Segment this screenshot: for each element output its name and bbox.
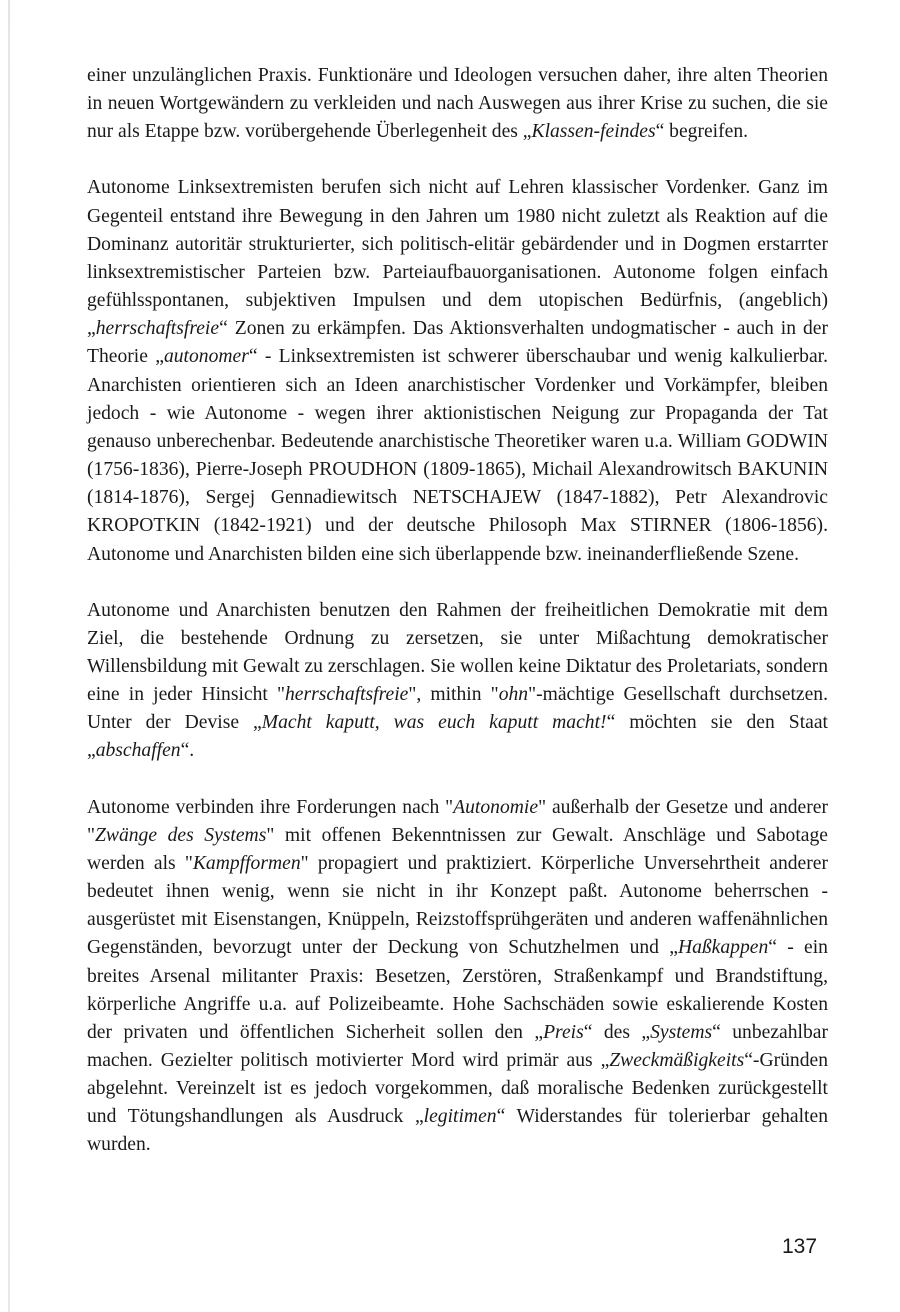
text-run: “ unbezahlbar machen. Gezielter politisch motivierter Mord wird primär aus „ xyxy=(87,1021,828,1071)
text-run: " propagiert und praktiziert. Körperliche Unversehrtheit anderer bedeutet ihnen wenig, wenn sie nicht in ihr Konzept paßt. Autonome beherrschen - ausgerüstet mit Eisenstangen, Knüppeln, Reizstoffsprühgeräten und anderen waffenähnlichen Gegenständen, bevorzugt unter der Deckung von Schutzhelmen und „ xyxy=(87,852,828,959)
text-run: “ möchten sie den Staat „ xyxy=(87,712,828,762)
italic-term: herrschaftsfreie xyxy=(95,318,220,340)
italic-term: Systems xyxy=(650,1021,713,1043)
text-run: " mit offenen Bekenntnissen zur Gewalt. Anschläge und Sabotage werden als " xyxy=(87,824,828,874)
italic-term: ohn xyxy=(498,684,529,706)
text-run: “ des „ xyxy=(583,1021,651,1043)
text-run: “-Gründen abgelehnt. Vereinzelt ist es jedoch vorgekommen, daß moralische Bedenken zurückgestellt und Tötungshandlungen als Ausdruck „ xyxy=(87,1050,828,1128)
italic-term: legitimen xyxy=(423,1106,497,1128)
text-run: ", mithin " xyxy=(408,684,499,706)
italic-term: Macht kaputt, was euch kaputt macht! xyxy=(261,712,607,734)
italic-term: herrschaftsfreie xyxy=(284,684,409,706)
body-text xyxy=(87,62,828,1160)
italic-term: Kampfformen xyxy=(192,852,301,874)
italic-term: Preis xyxy=(543,1021,584,1043)
text-run: Autonome und Anarchisten benutzen den Rahmen der freiheitlichen Demokratie mit dem Ziel, die bestehende Ordnung zu zersetzen, sie unter Mißachtung demokratischer Willensbildung mit Gewalt zu zerschlagen. Sie wollen keine Diktatur des Proletariats, sondern eine in jeder Hinsicht " xyxy=(87,599,828,706)
text-run: “. xyxy=(180,740,195,762)
scan-edge-shadow xyxy=(8,0,10,1312)
text-run: Autonome verbinden ihre Forderungen nach " xyxy=(87,796,454,818)
text-run: “ begreifen. xyxy=(655,121,749,143)
italic-term: Zwänge des Systems xyxy=(95,824,267,846)
paragraph-4 xyxy=(87,794,828,1160)
paragraph-1 xyxy=(87,62,828,146)
text-run: “ Widerstandes für tolerierbar gehalten wurden. xyxy=(87,1106,828,1156)
italic-term: Zweckmäßigkeits xyxy=(609,1050,745,1071)
italic-term: abschaffen xyxy=(95,740,181,762)
text-run: “ Zonen zu erkämpfen. Das Aktionsverhalten undogmatischer - auch in der Theorie „ xyxy=(87,318,828,368)
text-run: einer unzulänglichen Praxis. Funktionäre und Ideologen versuchen daher, ihre alten Theorien in neuen Wortgewändern zu verkleiden und nach Auswegen aus ihrer Krise zu suchen, die sie nur als Etappe bzw. vorübergehende Überlegenheit des „ xyxy=(87,65,828,143)
paragraph-3 xyxy=(87,597,828,766)
text-run: "-mächtige Gesellschaft durchsetzen. Unter der Devise „ xyxy=(87,684,828,734)
text-run: " außerhalb der Gesetze und anderer " xyxy=(87,796,828,846)
text-run: “ - ein breites Arsenal militanter Praxis: Besetzen, Zerstören, Straßenkampf und Brandstiftung, körperliche Angriffe u.a. auf Polizeibeamte. Hohe Sachschäden sowie eskalierende Kosten der privaten und öffentlichen Sicherheit sollen den „ xyxy=(87,937,828,1043)
italic-term: autonomer xyxy=(163,346,249,368)
italic-term: Autonomie xyxy=(453,796,539,818)
page-number: 137 xyxy=(782,1235,818,1258)
text-run: Autonome Linksextremisten berufen sich nicht auf Lehren klassischer Vordenker. Ganz im Gegenteil entstand ihre Bewegung in den Jahren um 1980 nicht zuletzt als Reaktion auf die Dominanz autoritär strukturierter, sich politisch-elitär gebärdender und in Dogmen erstarrter linksextremistischer Parteien bzw. Parteiaufbauorganisationen. Autonome folgen einfach gefühlsspontanen, subjektiven Impulsen und dem utopischen Bedürfnis, (angeblich) „ xyxy=(87,177,828,340)
italic-term: Haßkappen xyxy=(677,937,769,959)
paragraph-2 xyxy=(87,174,828,568)
text-run: “ - Linksextremisten ist schwerer überschaubar und wenig kalkulierbar. Anarchisten orientieren sich an Ideen anarchistischer Vordenker und Vorkämpfer, bleiben jedoch - wie Autonome - wegen ihrer aktionistischen Neigung zur Propaganda der Tat genauso unberechenbar. Bedeutende anarchistische Theoretiker waren u.a. William GODWIN (1756-1836), Pierre-Joseph PROUDHON (1809-1865), Michail Alexandrowitsch BAKUNIN (1814-1876), Sergej Gennadiewitsch NETSCHAJEW (1847-1882), Petr Alexandrovic KROPOTKIN (1842-1921) und der deutsche Philosoph Max STIRNER (1806-1856). Autonome und Anarchisten bilden eine sich überlappende bzw. ineinanderfließende Szene. xyxy=(87,346,828,565)
italic-term: Klassen-feindes xyxy=(531,121,656,143)
